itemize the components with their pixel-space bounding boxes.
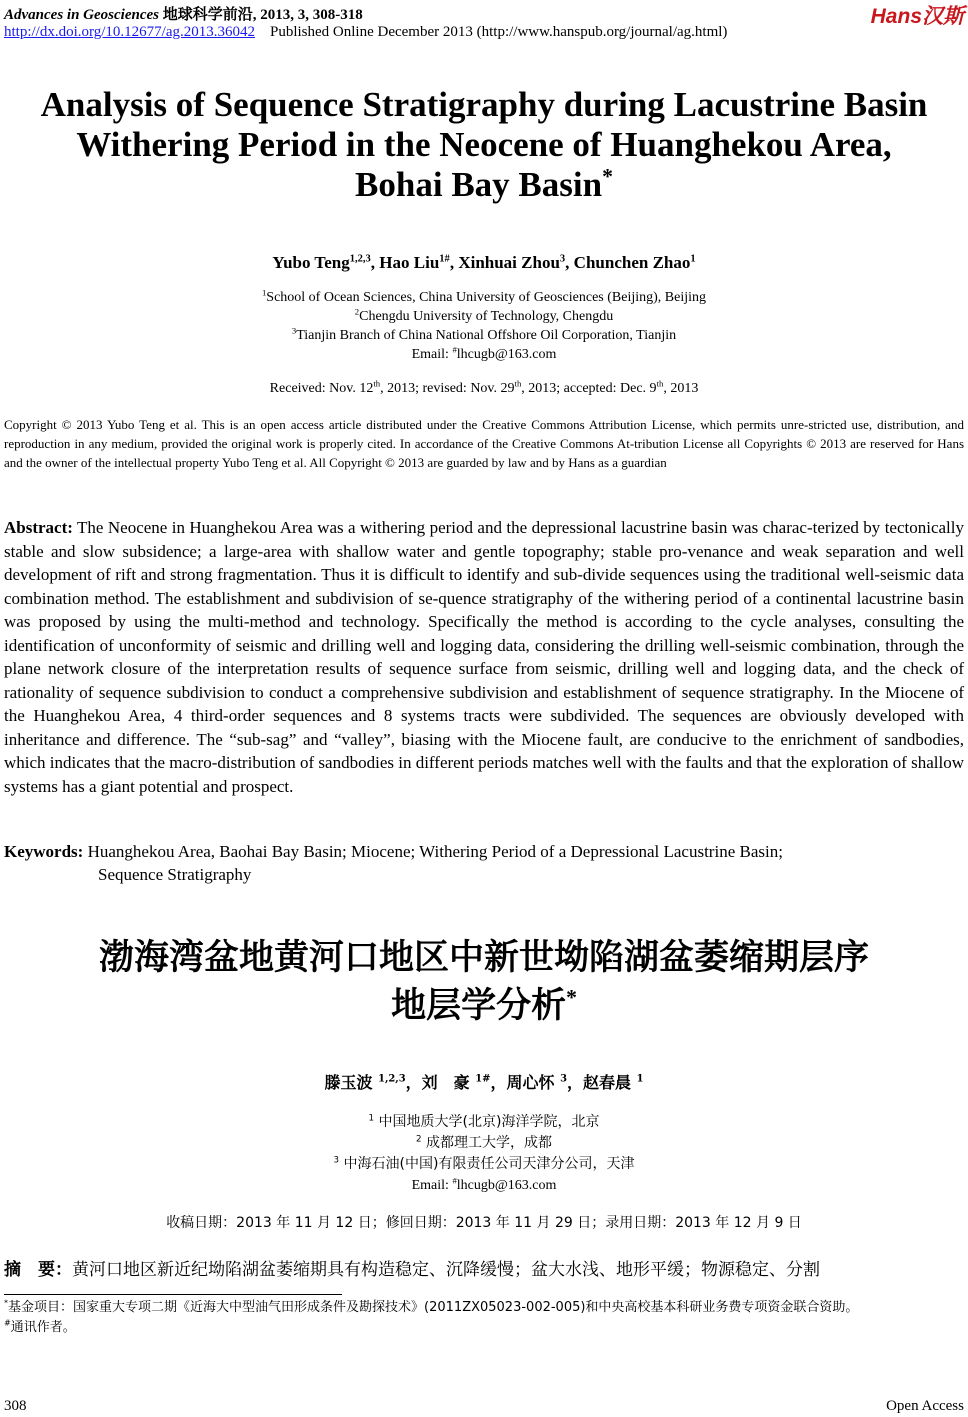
page-number: 308 xyxy=(4,1398,27,1414)
email: Email: #lhcugb@163.com xyxy=(411,344,557,362)
abstract xyxy=(4,516,964,798)
footnote-funding: *基金项目：国家重大专项二期《近海大中型油气田形成条件及勘探技术》(2011ZX05023-002-005)和中央高校基本科研业务费专项资金联合资助。 xyxy=(4,1298,859,1315)
journal-header xyxy=(4,3,363,24)
cn-abstract xyxy=(4,1259,964,1281)
cn-title-footnote-mark: * xyxy=(566,985,577,1010)
keywords-line-1: Huanghekou Area, Baohai Bay Basin; Miocene; Withering Period of a Depressional Lacustrine Basin; xyxy=(87,842,783,861)
doi-link[interactable]: http://dx.doi.org/10.12677/ag.2013.36042 xyxy=(4,24,255,40)
received-dates: Received: Nov. 12th, 2013; revised: Nov. 29th, 2013; accepted: Dec. 9th, 2013 xyxy=(269,378,699,396)
chinese-title xyxy=(10,934,958,1030)
author: Xinhuai Zhou$^3$ xyxy=(458,253,566,272)
paper-title xyxy=(10,85,958,205)
title-footnote-mark: * xyxy=(602,164,613,189)
doi-line xyxy=(4,24,727,41)
cn-abstract-text: 黄河口地区新近纪坳陷湖盆萎缩期具有构造稳定、沉降缓慢；盆大水浅、地形平缓；物源稳定、分割 xyxy=(72,1260,820,1280)
hans-logo: Hans汉斯 xyxy=(870,5,964,28)
affiliation: $^2$Chengdu University of Technology, Chengdu xyxy=(354,306,614,324)
author: Chunchen Zhao$^1$ xyxy=(573,253,696,272)
keywords xyxy=(4,840,964,886)
cn-author-list: 滕玉波 $^{1,2,3}$，刘 豪 $^{1\#}$，周心怀 $^3$，赵春晨 $^1$ xyxy=(324,1073,644,1092)
keywords-line-2: Sequence Stratigraphy xyxy=(98,865,252,884)
footnote-rule xyxy=(4,1294,342,1295)
author: Hao Liu$^{1\#}$ xyxy=(379,253,450,272)
keywords-label: Keywords: xyxy=(4,842,84,861)
author: Yubo Teng$^{1,2,3}$ xyxy=(272,253,371,272)
cn-author: 赵春晨 $^1$ xyxy=(583,1073,644,1092)
cn-title-line-1: 渤海湾盆地黄河口地区中新世坳陷湖盆萎缩期层序 xyxy=(98,938,869,978)
cn-author: 周心怀 $^3$ xyxy=(506,1073,567,1092)
cn-abstract-label: 摘 要： xyxy=(4,1260,72,1280)
journal-citation: , 2013, 3, 308-318 xyxy=(252,7,363,23)
cn-author: 滕玉波 $^{1,2,3}$ xyxy=(324,1073,406,1092)
cn-affiliation: $^2$ 成都理工大学，成都 xyxy=(416,1134,552,1151)
title-line-2: Withering Period in the Neocene of Huanghekou Area, xyxy=(76,125,892,164)
cn-affiliation: $^1$ 中国地质大学(北京)海洋学院，北京 xyxy=(368,1113,600,1130)
open-access-label: Open Access xyxy=(886,1398,964,1414)
affiliation: $^3$Tianjin Branch of China National Offshore Oil Corporation, Tianjin xyxy=(291,325,677,343)
abstract-label: Abstract: xyxy=(4,518,73,537)
journal-name: Advances in Geosciences xyxy=(4,7,159,23)
cn-affiliation: $^3$ 中海石油(中国)有限责任公司天津分公司，天津 xyxy=(333,1155,635,1172)
title-line-3: Bohai Bay Basin* xyxy=(355,164,613,204)
affiliations xyxy=(0,288,968,364)
abstract-text: The Neocene in Huanghekou Area was a withering period and the depressional lacustrine basin was charac-terized by tectonically stable and slow subsidence; a large-area with shallow water and gentle topography; stable pro-venance and weak separation and well development of rift and strong fragmentation. Thus it is difficult to identify and sub-divide sequences using the traditional well-seismic data combination method. The establishment and subdivision of se-quence stratigraphy of the withering period of a continental lacustrine basin was proposed by using the multi-method and technology. Specifically the method is according to the cycle analyses, consulting the identification of unconformity of seismic and drilling well and logging data, considering the drilling well-seismic combination, through the plane network closure of the interpretation results of sequence surface from seismic, drilling well and logging data, and the check of rationality of sequence subdivision to conduct a comprehensive subdivision and establishment of sequence stratigraphy. In the Miocene of the Huanghekou Area, 4 third-order sequences and 8 systems tracts were subdivided. The sequences are obviously developed with inheritance and difference. The “sub-sag” and “valley”, biasing with the Miocene fault, are conducive to the enrichment of sandbodies, which indicates that the macro-distribution of sandbodies in different periods matches well with the faults and that the exploration of shallow systems has a giant potential and prospect. xyxy=(4,518,965,796)
journal-name-cn: 地球科学前沿 xyxy=(162,7,253,23)
cn-email: Email: #lhcugb@163.com xyxy=(411,1175,557,1193)
published-online: Published Online December 2013 (http://www.hanspub.org/journal/ag.html) xyxy=(269,24,728,40)
author-list: Yubo Teng$^{1,2,3}$, Hao Liu$^{1\#}$, Xinhuai Zhou$^3$, Chunchen Zhao$^1$ xyxy=(272,253,696,272)
footnote-corresponding: #通讯作者。 xyxy=(4,1318,76,1335)
cn-received-dates: 收稿日期：2013 年 11 月 12 日；修回日期：2013 年 11 月 29 日；录用日期：2013 年 12 月 9 日 xyxy=(166,1215,802,1231)
copyright-notice: Copyright © 2013 Yubo Teng et al. This is an open access article distributed under the Creative Commons Attribution License, which permits unre-stricted use, distribution, and reproduction in any medium, provided the original work is properly cited. In accordance of the Creative Commons At-tribution License all Copyrights © 2013 are reserved for Hans and the owner of the intellectual property Yubo Teng et al. All Copyright © 2013 are guarded by law and by Hans as a guardian xyxy=(4,417,964,470)
footnotes xyxy=(4,1298,964,1338)
cn-author: 刘 豪 $^{1\#}$ xyxy=(421,1073,491,1092)
cn-affiliations xyxy=(0,1112,968,1196)
cn-title-line-2: 地层学分析* xyxy=(391,985,577,1026)
title-line-1: Analysis of Sequence Stratigraphy during Lacustrine Basin xyxy=(40,85,928,124)
affiliation: $^1$School of Ocean Sciences, China University of Geosciences (Beijing), Beijing xyxy=(261,287,707,305)
